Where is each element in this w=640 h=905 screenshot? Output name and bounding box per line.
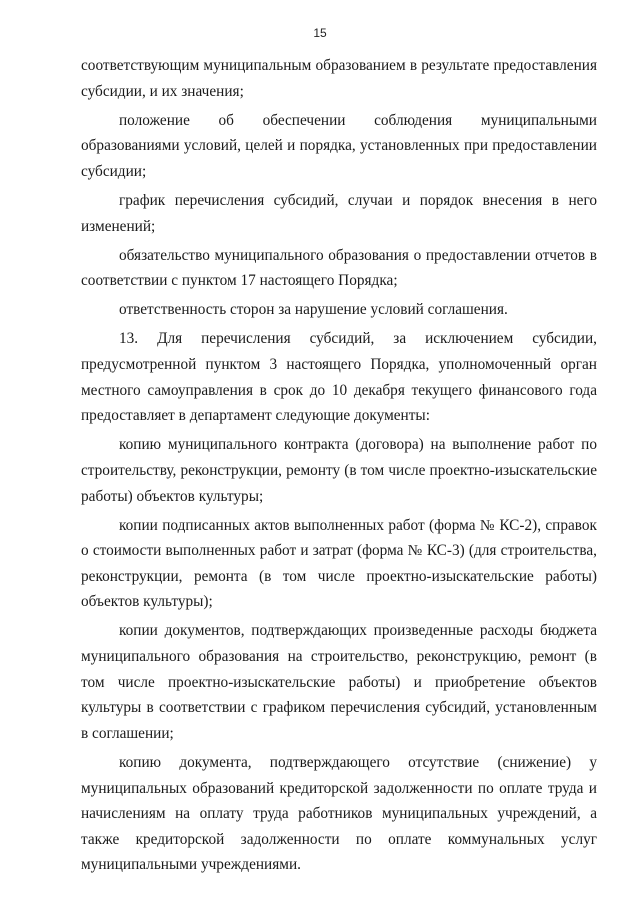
paragraph-continuation: соответствующим муниципальным образованием в результате предоставления субсидии, и их значения; bbox=[81, 57, 597, 100]
paragraph-transfer-schedule: график перечисления субсидий, случаи и порядок внесения в него изменений; bbox=[81, 191, 597, 235]
document-body bbox=[81, 53, 597, 881]
paragraph-acts-copies: копии подписанных актов выполненных работ (форма № КС-2), справок о стоимости выполненных работ и затрат (форма № КС-3) (для строительства, реконструкции, ремонта (в том числе проектно-изыскательские работы) объектов культуры); bbox=[81, 516, 597, 611]
paragraph-reporting-obligation: обязательство муниципального образования о предоставлении отчетов в соответствии с пунктом 17 настоящего Порядка; bbox=[81, 246, 597, 290]
paragraph-contract-copy: копию муниципального контракта (договора) на выполнение работ по строительству, реконструкции, ремонту (в том числе проектно-изыскательские работы) объектов культуры; bbox=[81, 436, 597, 505]
paragraph-compliance-provision: положение об обеспечении соблюдения муниципальными образованиями условий, целей и порядка, установленных при предоставлении субсидии; bbox=[81, 111, 597, 180]
paragraph-item-13: 13. Для перечисления субсидий, за исключением субсидии, предусмотренной пунктом 3 настоящего Порядка, уполномоченный орган местного самоуправления в срок до 10 декабря текущего финансового года предоставляет в департамент следующие документы: bbox=[81, 330, 597, 425]
paragraph-expense-documents: копии документов, подтверждающих произведенные расходы бюджета муниципального образования на строительство, реконструкцию, ремонт (в том числе проектно-изыскательские работы) и приобретение объектов культуры в соответствии с графиком перечисления субсидий, установленным в соглашении; bbox=[81, 622, 597, 742]
paragraph-debt-document: копию документа, подтверждающего отсутствие (снижение) у муниципальных образований кредиторской задолженности по оплате труда и начислениям на оплату труда работников муниципальных учреждений, а также кредиторской задолженности по оплате коммунальных услуг муниципальными учреждениями. bbox=[81, 753, 597, 874]
page-number: 15 bbox=[313, 26, 327, 40]
paragraph-responsibility: ответственность сторон за нарушение условий соглашения. bbox=[119, 301, 508, 319]
